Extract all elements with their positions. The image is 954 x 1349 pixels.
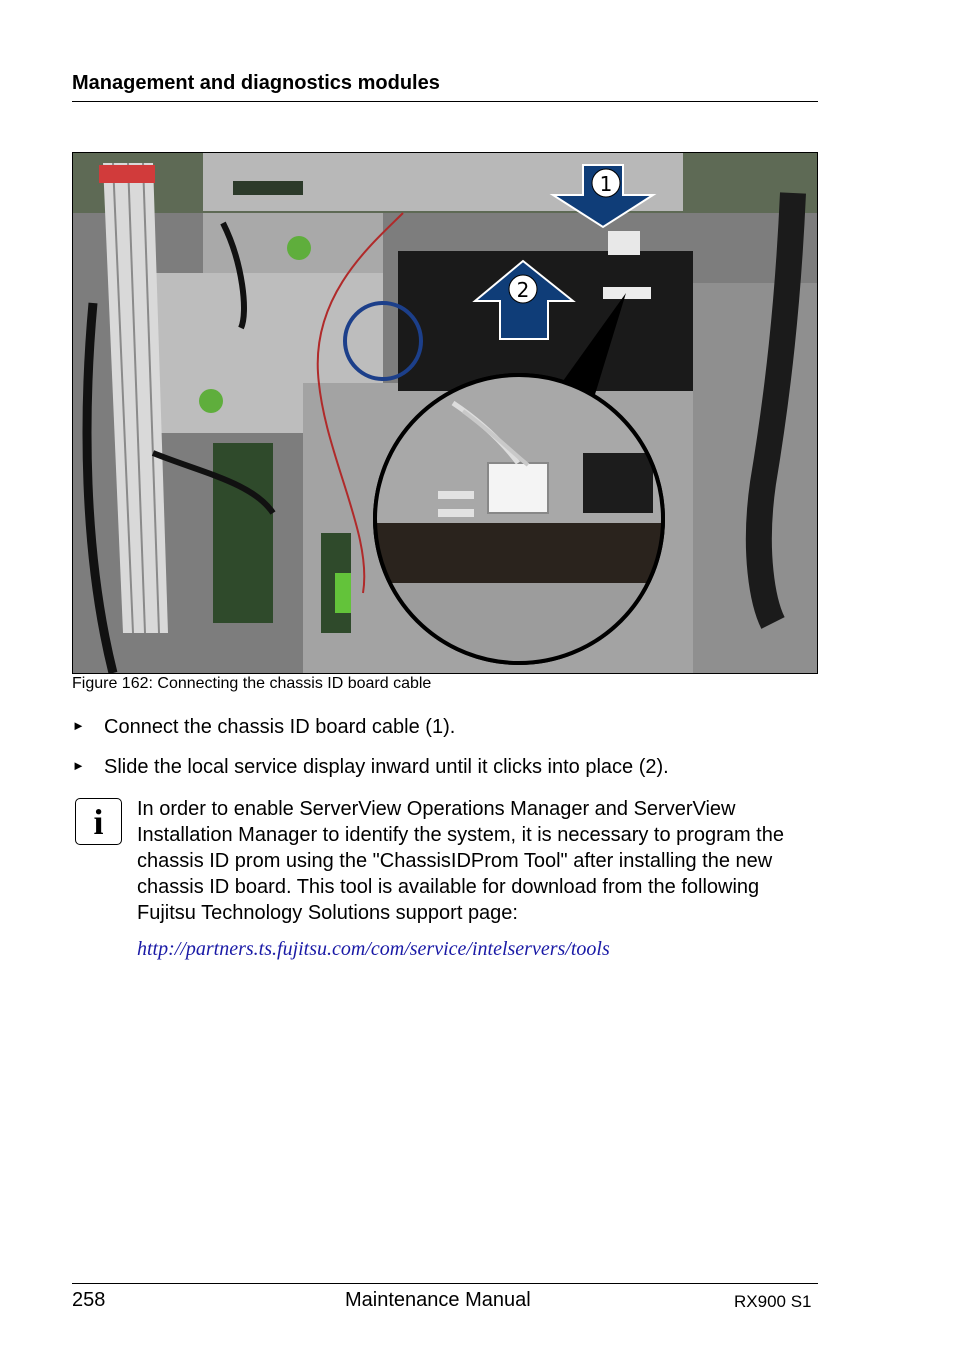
support-page-link[interactable]: http://partners.ts.fujitsu.com/com/service/intelservers/tools <box>137 938 610 960</box>
manual-title: Maintenance Manual <box>345 1289 531 1311</box>
step-text: Slide the local service display inward until it clicks into place (2). <box>104 756 669 778</box>
bullet-arrow-icon: ► <box>72 718 85 733</box>
callout-2: 2 <box>516 278 530 302</box>
section-title: Management and diagnostics modules <box>72 72 440 94</box>
step-text: Connect the chassis ID board cable (1). <box>104 716 456 738</box>
model-name: RX900 S1 <box>734 1292 812 1311</box>
callout-1: 1 <box>599 172 613 196</box>
step-connect-cable <box>72 716 455 739</box>
header-rule <box>72 101 818 102</box>
footer-rule <box>72 1283 818 1284</box>
bullet-arrow-icon: ► <box>72 758 85 773</box>
figure-caption: Figure 162: Connecting the chassis ID board cable <box>72 675 432 692</box>
info-note-text: In order to enable ServerView Operations Manager and ServerView Installation Manager to identify the system, it is necessary to program the chassis ID prom using the "ChassisIDProm Tool" after installing the new chassis ID board. This tool is available for download from the following Fujitsu Technology Solutions support page: <box>137 798 784 924</box>
page-number: 258 <box>72 1289 106 1311</box>
figure-chassis-id-cable <box>72 152 818 674</box>
step-slide-display <box>72 756 669 779</box>
figure-photo <box>73 153 817 673</box>
info-icon: i <box>75 798 122 845</box>
